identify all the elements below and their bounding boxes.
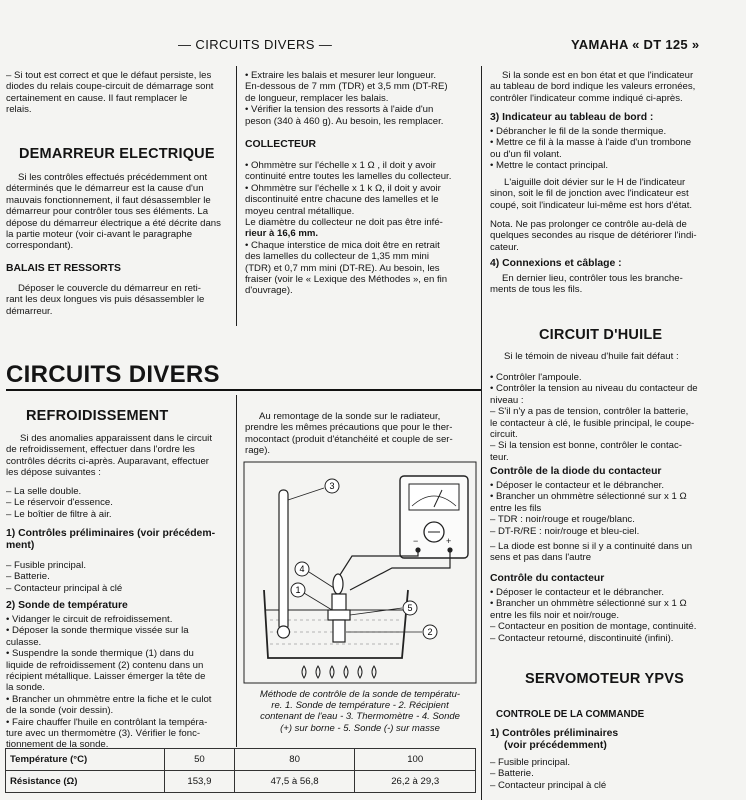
text-line: de longueur, remplacer les balais.: [245, 92, 389, 104]
text-line: – DT-R/RE : noir/rouge et bleu-ciel.: [490, 525, 640, 537]
text-line: Si la sonde est en bon état et que l'indicateur: [502, 70, 694, 81]
text-line: circuit.: [490, 429, 518, 441]
text-line: • Brancher un ohmmètre sélectionné sur x 1 Ω: [490, 598, 687, 610]
text-line: d'ouvrage).: [245, 285, 293, 297]
table-row-label: Résistance (Ω): [6, 771, 165, 793]
text-line: – Fusible principal.: [6, 560, 86, 571]
depose-list: [6, 486, 234, 520]
indicateur-list: [490, 126, 740, 172]
text-line: tionnement de la sonde.: [6, 739, 109, 751]
text-line: de la sonde (voir dessin).: [6, 705, 114, 717]
callout-label: 1: [295, 585, 301, 595]
table-row: [6, 749, 476, 771]
refroid-heading: REFROIDISSEMENT: [26, 408, 169, 424]
collecteur-heading: COLLECTEUR: [245, 139, 316, 150]
text-line: teur.: [490, 451, 509, 463]
text-line: 1) Contrôles préliminaires: [490, 728, 619, 739]
text-line: entre les fils noir et noir/rouge.: [490, 609, 620, 621]
figure-caption: [242, 689, 478, 734]
flame: [316, 666, 320, 678]
meter-plus-sign: +: [446, 536, 452, 546]
prelim-list-right: [490, 757, 740, 791]
text-line: – S'il n'y a pas de tension, contrôler la batterie,: [490, 406, 689, 418]
text-line: • Contrôler la tension au niveau du contacteur de: [490, 383, 698, 395]
text-line: • Vérifier la tension des ressorts à l'aide d'un: [245, 104, 434, 116]
text-line: rage).: [245, 445, 271, 457]
connexions-heading: 4) Connexions et câblage :: [490, 258, 622, 269]
table-cell: 50: [165, 749, 235, 771]
text-line: (TDR) et 0,7 mm mini (DT-RE). Au besoin, les: [245, 262, 440, 274]
text-line: • Brancher un ohmmètre entre la fiche et le culot: [6, 693, 212, 705]
text-line: la partie moteur (voir ci-avant le paragraphe: [6, 229, 193, 241]
callout-label: 3: [329, 481, 335, 491]
table-cell: 153,9: [165, 771, 235, 793]
demarreur-heading: DEMARREUR ELECTRIQUE: [19, 146, 215, 162]
flame: [372, 666, 376, 678]
text-line: • Débrancher le fil de la sonde thermique.: [490, 126, 667, 137]
text-line: Si les contrôles effectués précédemment ont: [18, 172, 208, 183]
text-line: – Contacteur principal à clé: [490, 779, 607, 791]
text-line: niveau :: [490, 394, 524, 406]
indicateur-heading: 3) Indicateur au tableau de bord :: [490, 112, 654, 123]
text-line: ou d'un fil volant.: [490, 148, 562, 160]
text-line: moyeu central métallique.: [245, 205, 355, 217]
text-line: fraiser (voir le « Lexique des Méthodes », en fin: [245, 274, 448, 286]
text-line: – Le réservoir d'essence.: [6, 497, 113, 509]
text-line: les dépose suivantes :: [6, 467, 101, 479]
text-line: prendre les mêmes précautions que pour le ther-: [245, 422, 453, 434]
text-line: • Suspendre la sonde thermique (1) dans du: [6, 648, 194, 660]
text-line: • Extraire les balais et mesurer leur longueur.: [245, 70, 437, 81]
resistance-table: [5, 748, 476, 793]
text-line: En dernier lieu, contrôler tous les branche-: [502, 273, 683, 284]
leader-line: [350, 608, 402, 615]
text-line: culasse.: [6, 636, 42, 648]
text-line: • Vidanger le circuit de refroidissement.: [6, 614, 173, 625]
section-title: CIRCUITS DIVERS: [6, 361, 220, 388]
diode-note: [490, 541, 740, 564]
text-line: – Contacteur en position de montage, continuité.: [490, 621, 697, 633]
meter-minus-sign: −: [413, 536, 419, 546]
table-row-label: Température (°C): [6, 749, 165, 771]
text-line: contrôler l'indicateur comme indiqué ci-après.: [490, 92, 683, 104]
text-line: – Fusible principal.: [490, 757, 570, 768]
table-cell: 100: [355, 749, 476, 771]
leader-line: [309, 572, 334, 588]
diode-heading: Contrôle de la diode du contacteur: [490, 466, 662, 477]
column-rule: [236, 395, 237, 747]
flame: [358, 666, 362, 678]
text-line: Au remontage de la sonde sur le radiateur,: [259, 411, 441, 422]
intro-paragraph: [6, 70, 232, 116]
text-line: ment): [6, 540, 35, 551]
callout-label: 2: [427, 627, 433, 637]
text-line: • Déposer le contacteur et le débrancher.: [490, 587, 665, 598]
huile-intro: Si le témoin de niveau d'huile fait défaut :: [504, 351, 679, 362]
text-line: discontinuité entre chacune des lamelles et le: [245, 194, 439, 206]
nota-paragraph: [490, 219, 740, 253]
text-line: quelques secondes au risque de détériorer l'indi-: [490, 230, 697, 242]
text-line: rieur à 16,6 mm.: [245, 228, 319, 240]
text-line: Nota. Ne pas prolonger ce contrôle au-delà de: [490, 219, 687, 230]
text-line: démarreur pour contrôler tous ses éléments. La: [6, 206, 209, 218]
text-line: correspondant).: [6, 240, 74, 252]
text-line: • Chaque interstice de mica doit être en retrait: [245, 239, 440, 251]
text-line: • Déposer la sonde thermique vissée sur la: [6, 625, 189, 637]
text-line: – Batterie.: [490, 768, 534, 780]
commande-heading: CONTROLE DE LA COMMANDE: [496, 709, 645, 720]
text-line: cateur.: [490, 241, 519, 253]
text-line: dépose du démarreur électrique a été décrite dans: [6, 217, 221, 229]
flame: [330, 666, 334, 678]
contacteur-list: [490, 587, 740, 644]
text-line: – Si la tension est bonne, contrôler le contac-: [490, 440, 682, 452]
text-line: 1) Contrôles préliminaires (voir précédem-: [6, 528, 216, 539]
table-cell: 80: [234, 749, 355, 771]
prelim-heading-right: [490, 728, 618, 752]
caption-line: contenant de l'eau - 3. Thermomètre - 4. Sonde: [260, 711, 460, 723]
text-line: ture avec un thermomètre (3). Vérifier le fonc-: [6, 728, 201, 740]
section-title-rule: [6, 389, 481, 391]
text-line: • Mettre ce fil à la masse à l'aide d'un trombone: [490, 137, 692, 149]
contacteur-heading: Contrôle du contacteur: [490, 573, 605, 584]
text-line: sinon, soit le fil de jonction avec l'indicateur est: [490, 188, 689, 200]
text-line: Le diamètre du collecteur ne doit pas être infé-: [245, 217, 443, 229]
text-line: des lamelles du collecteur de 1,35 mm mini: [245, 251, 429, 263]
demarreur-paragraph: [6, 172, 232, 252]
caption-line: (+) sur borne - 5. Sonde (-) sur masse: [280, 722, 440, 734]
text-line: • Déposer le contacteur et le débrancher.: [490, 480, 665, 491]
text-line: – Le boîtier de filtre à air.: [6, 508, 112, 520]
aiguille-paragraph: [490, 177, 740, 211]
text-line: L'aiguille doit dévier sur le H de l'indicateur: [504, 177, 686, 188]
column-rule: [236, 66, 237, 326]
text-line: – Batterie.: [6, 571, 50, 583]
text-line: – La diode est bonne si il y a continuité dans un: [490, 541, 693, 552]
text-line: la sonde.: [6, 682, 45, 694]
text-line: Si des anomalies apparaissent dans le circuit: [20, 433, 212, 444]
remontage-paragraph: [245, 411, 477, 457]
text-line: contrôles décrits ci-après. Auparavant, effectuer: [6, 455, 209, 467]
huile-heading: CIRCUIT D'HUILE: [539, 327, 663, 343]
brand-header: YAMAHA « DT 125 »: [571, 37, 700, 52]
text-line: de refroidissement, effectuer dans l'ordre les: [6, 444, 195, 456]
thermometer-bulb: [278, 626, 290, 638]
flame: [302, 666, 306, 678]
servo-heading: SERVOMOTEUR YPVS: [525, 671, 684, 687]
balais-paragraph: [6, 283, 232, 317]
text-line: entre les fils: [490, 502, 542, 514]
text-line: coupé, soit l'indicateur lui-même est hors d'état.: [490, 199, 693, 211]
running-header-title: — CIRCUITS DIVERS —: [178, 37, 333, 52]
text-line: – TDR : noir/rouge et rouge/blanc.: [490, 514, 635, 526]
collecteur-paragraph: [245, 160, 477, 297]
sonde-heading: 2) Sonde de température: [6, 600, 128, 611]
caption-line: re. 1. Sonde de température - 2. Récipient: [271, 700, 449, 712]
text-line: • Faire chauffer l'huile en contrôlant la tempéra-: [6, 716, 208, 728]
diode-list: [490, 480, 740, 537]
thermometer: [279, 490, 288, 630]
text-line: mocontact (produit d'étanchéité et couple de ser-: [245, 433, 453, 445]
text-line: liquide de refroidissement (2) contenu dans un: [6, 659, 204, 671]
text-line: • Mettre le contact principal.: [490, 160, 609, 172]
table-cell: 47,5 à 56,8: [234, 771, 355, 793]
sonde-list: [6, 614, 234, 751]
text-line: (voir précédemment): [504, 740, 607, 751]
table-cell: 26,2 à 29,3: [355, 771, 476, 793]
text-line: continuité entre toutes les lamelles du collecteur.: [245, 171, 452, 183]
table-row: [6, 771, 476, 793]
text-line: • Ohmmètre sur l'échelle x 1 k Ω, il doit y avoir: [245, 182, 441, 194]
text-line: relais.: [6, 104, 32, 116]
text-line: rant les deux longues vis puis désassembler le: [6, 294, 205, 306]
refroid-paragraph: [6, 433, 234, 479]
text-line: déterminés que le démarreur est la cause d'un: [6, 183, 204, 195]
text-line: Déposer le couvercle du démarreur en reti-: [18, 283, 201, 294]
text-line: au tableau de bord indique les valeurs erronées,: [490, 81, 696, 93]
text-line: ments de tous les fils.: [490, 284, 583, 296]
text-line: – Si tout est correct et que le défaut persiste, les: [6, 70, 212, 81]
sonde-test-diagram: [242, 460, 478, 685]
callout-label: 5: [407, 603, 413, 613]
text-line: récipient métallique. Laisser émerger la tête de: [6, 671, 206, 683]
text-line: certainement en cause. Il faut remplacer le: [6, 92, 188, 104]
text-line: peson (340 à 460 g). Au besoin, les remplacer.: [245, 115, 444, 127]
text-line: – La selle double.: [6, 486, 82, 497]
text-line: – Contacteur principal à clé: [6, 582, 123, 594]
text-line: • Brancher un ohmmètre sélectionné sur x 1 Ω: [490, 491, 687, 503]
text-line: mauvais fonctionnement, il faut désassembler le: [6, 194, 211, 206]
text-line: En-dessous de 7 mm (TDR) et 3,5 mm (DT-RE): [245, 81, 448, 93]
balais-heading: BALAIS ET RESSORTS: [6, 263, 121, 274]
ohmmeter: [400, 476, 468, 558]
caption-line: Méthode de contrôle de la sonde de températu-: [259, 689, 461, 700]
leader-line: [304, 593, 332, 610]
leader-line: [288, 488, 324, 500]
callout-label: 4: [299, 564, 305, 574]
flame: [344, 666, 348, 678]
text-line: démarreur.: [6, 305, 53, 317]
text-line: • Ohmmètre sur l'échelle x 1 Ω , il doit y avoir: [245, 160, 436, 171]
text-line: – Contacteur retourné, discontinuité (infini).: [490, 632, 674, 644]
text-line: sens et pas dans l'autre: [490, 552, 592, 564]
text-line: le contacteur à clé, le fusible principal, le coupe-: [490, 417, 695, 429]
connexions-paragraph: [490, 273, 740, 296]
sonde-paragraph: [490, 70, 740, 104]
balais-continued: [245, 70, 477, 127]
prelim-heading-left: [6, 528, 234, 552]
column-rule: [481, 66, 482, 800]
huile-list: [490, 372, 740, 463]
text-line: • Contrôler l'ampoule.: [490, 372, 582, 383]
prelim-list-left: [6, 560, 234, 594]
text-line: diodes du relais coupe-circuit de démarrage sont: [6, 81, 214, 93]
